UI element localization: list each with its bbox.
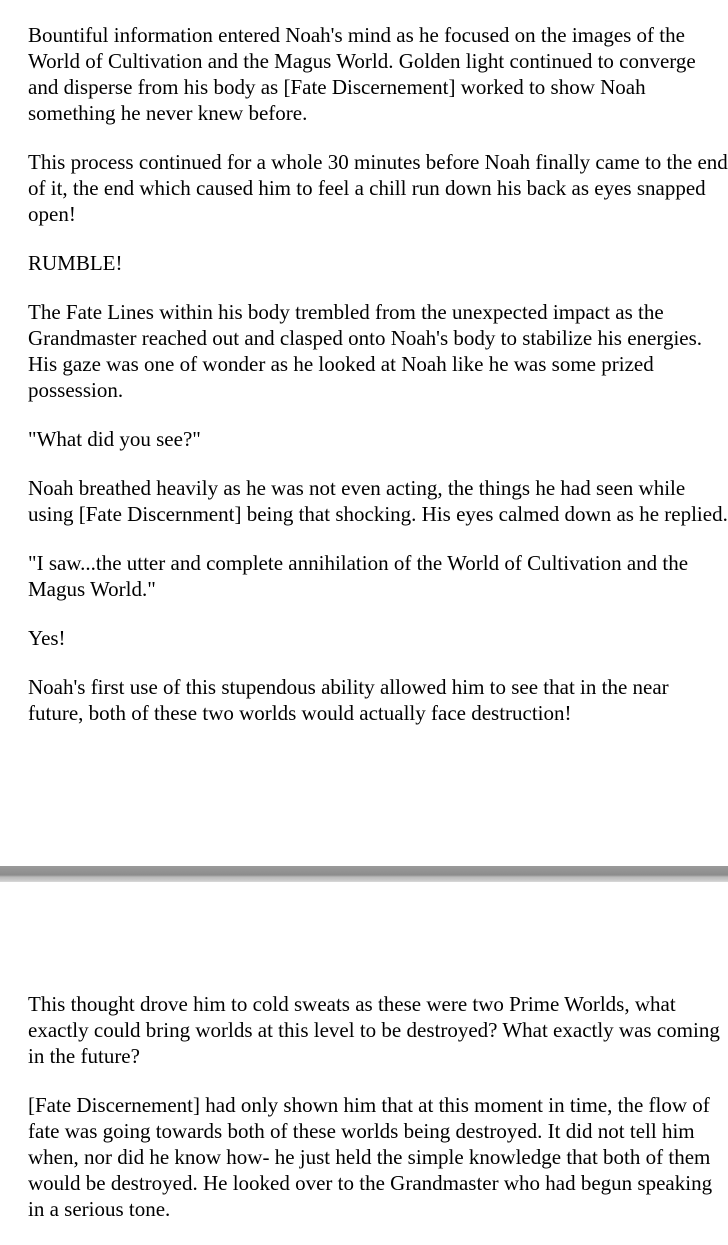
paragraph: Noah's first use of this stupendous ability allowed him to see that in the near future, both of these two worlds would actually face destruction!	[28, 675, 669, 725]
page-top-text	[28, 22, 728, 749]
page-divider	[0, 866, 728, 882]
paragraph: [Fate Discernement] had only shown him that at this moment in time, the flow of fate was going towards both of these worlds being destroyed. It did not tell him when, nor did he know how- he just held the simple knowledge that both of them would be destroyed. He looked over to the Grandmaster who had begun speaking in a serious tone.	[28, 1093, 713, 1221]
paragraph: This thought drove him to cold sweats as these were two Prime Worlds, what exactly could bring worlds at this level to be destroyed? What exactly was coming in the future?	[28, 992, 720, 1068]
paragraph: Bountiful information entered Noah's mind as he focused on the images of the World of Cultivation and the Magus World. Golden light continued to converge and disperse from his body as [Fate Discernement] worked to show Noah something he never knew before.	[28, 23, 696, 125]
paragraph: "I saw...the utter and complete annihilation of the World of Cultivation and the Magus World."	[28, 551, 689, 601]
page-bottom	[0, 882, 728, 1226]
page-bottom-text	[28, 991, 728, 1245]
paragraph: Yes!	[28, 626, 66, 650]
paragraph: The Fate Lines within his body trembled from the unexpected impact as the Grandmaster reached out and clasped onto Noah's body to stabilize his energies. His gaze was one of wonder as he looked at Noah like he was some prized possession.	[28, 300, 703, 402]
paragraph: Noah breathed heavily as he was not even acting, the things he had seen while using [Fate Discernment] being that shocking. His eyes calmed down as he replied.	[28, 476, 728, 526]
paragraph: This process continued for a whole 30 minutes before Noah finally came to the end of it, the end which caused him to feel a chill run down his back as eyes snapped open!	[28, 150, 728, 226]
paragraph: "What did you see?"	[28, 427, 201, 451]
paragraph: RUMBLE!	[28, 251, 123, 275]
